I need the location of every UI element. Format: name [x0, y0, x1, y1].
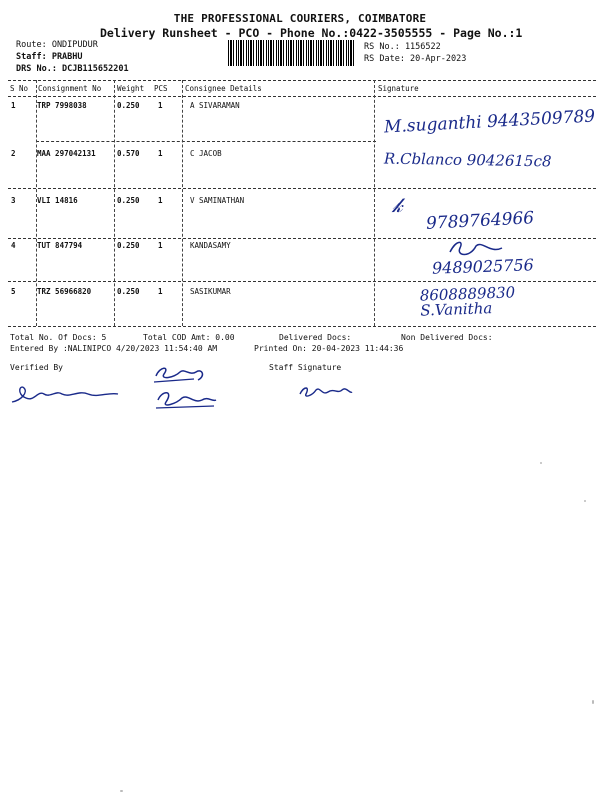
- row-signature: 8608889830 S.Vanitha: [419, 283, 516, 320]
- row-pcs: 1: [158, 149, 163, 158]
- row-divider: [36, 141, 376, 142]
- column-divider: [114, 80, 115, 326]
- barcode-image: [228, 40, 354, 66]
- row-signature: 9789764966: [425, 208, 535, 234]
- verified-by-label: Verified By: [10, 363, 63, 372]
- row-sno: 2: [11, 149, 16, 158]
- staff-label: Staff: PRABHU: [16, 52, 83, 62]
- staff-signature-label: Staff Signature: [269, 363, 342, 372]
- rs-number: RS No.: 1156522: [364, 42, 441, 52]
- column-header-pcs: PCS: [154, 84, 168, 93]
- scan-speck: [584, 500, 586, 502]
- row-sno: 5: [11, 287, 16, 296]
- column-header-consignment: Consignment No: [38, 84, 102, 93]
- row-consignee: A SIVARAMAN: [190, 101, 240, 110]
- column-header-sno: S No: [10, 84, 29, 93]
- rs-date: RS Date: 20-Apr-2023: [364, 54, 467, 64]
- verifier-signature: [8, 380, 123, 410]
- table-top-border: [8, 80, 596, 81]
- row-divider: [8, 238, 596, 239]
- entered-by: Entered By :NALINIPCO 4/20/2023 11:54:40 AM: [10, 344, 218, 353]
- row-weight: 0.250: [117, 241, 140, 250]
- table-header-border: [8, 96, 596, 97]
- row-pcs: 1: [158, 241, 163, 250]
- printed-on: Printed On: 20-04-2023 11:44:36: [254, 344, 404, 353]
- row-sno: 1: [11, 101, 16, 110]
- row-weight: 0.250: [117, 287, 140, 296]
- signature-mark: 𝓀: [392, 193, 403, 217]
- drs-number: DRS No.: DCJB115652201: [16, 64, 129, 74]
- column-header-weight: Weight: [117, 84, 145, 93]
- row-sno: 4: [11, 241, 16, 250]
- row-pcs: 1: [158, 101, 163, 110]
- staff-signature: [296, 382, 356, 402]
- row-consignee: C JACOB: [190, 149, 222, 158]
- scan-speck: [120, 790, 123, 792]
- row-pcs: 1: [158, 287, 163, 296]
- row-divider: [8, 188, 596, 189]
- row-weight: 0.250: [117, 196, 140, 205]
- row-weight: 0.250: [117, 101, 140, 110]
- row-sno: 3: [11, 196, 16, 205]
- row-divider: [8, 281, 596, 282]
- non-delivered-docs: Non Delivered Docs:: [401, 333, 493, 342]
- route-label: Route: ONDIPUDUR: [16, 40, 98, 50]
- column-header-consignee: Consignee Details: [185, 84, 262, 93]
- row-signature: M.suganthi 9443509789: [383, 106, 596, 138]
- column-divider: [182, 80, 183, 326]
- column-divider: [374, 80, 375, 326]
- row-signature: R.Cblanco 9042615c8: [383, 149, 552, 171]
- row-consignment: TRP 7998038: [37, 101, 87, 110]
- company-title: THE PROFESSIONAL COURIERS, COIMBATORE: [173, 12, 427, 25]
- row-consignment: MAA 297042131: [37, 149, 96, 158]
- row-signature: 9489025756: [431, 255, 535, 278]
- total-docs: Total No. Of Docs: 5: [10, 333, 107, 342]
- scan-speck: [540, 462, 542, 464]
- total-cod: Total COD Amt: 0.00: [143, 333, 235, 342]
- table-bottom-border: [8, 326, 596, 327]
- scan-speck: [592, 700, 594, 704]
- delivered-docs: Delivered Docs:: [279, 333, 352, 342]
- column-header-signature: Signature: [378, 84, 419, 93]
- row-consignee: SASIKUMAR: [190, 287, 231, 296]
- runsheet-subtitle: Delivery Runsheet - PCO - Phone No.:0422-3505555 - Page No.:1: [100, 26, 523, 40]
- row-pcs: 1: [158, 196, 163, 205]
- row-consignee: V SAMINATHAN: [190, 196, 245, 205]
- row-consignment: VLI 14816: [37, 196, 78, 205]
- officer-signature: [150, 362, 220, 414]
- row-weight: 0.570: [117, 149, 140, 158]
- row-consignment: TRZ 56966820: [37, 287, 92, 296]
- row-consignee: KANDASAMY: [190, 241, 231, 250]
- row-consignment: TUT 847794: [37, 241, 83, 250]
